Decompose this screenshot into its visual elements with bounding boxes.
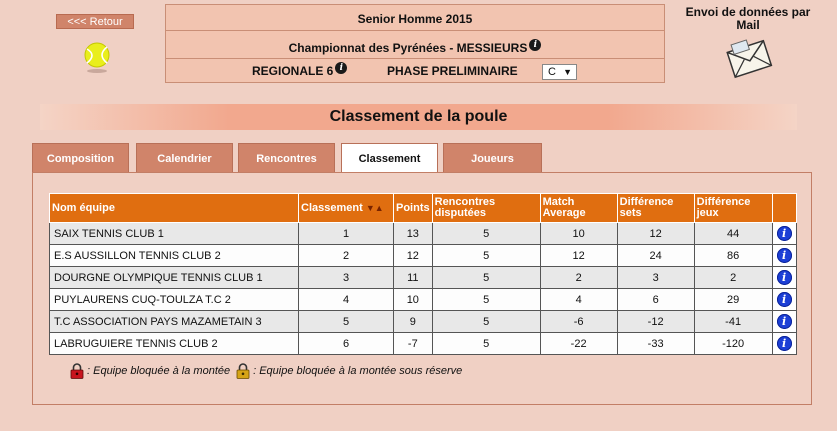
team-match-average: 10 xyxy=(540,223,617,245)
team-match-average: 12 xyxy=(540,245,617,267)
team-match-average: -6 xyxy=(540,311,617,333)
gold-lock-icon xyxy=(236,363,250,379)
championship-title xyxy=(166,32,664,59)
team-match-average: 2 xyxy=(540,267,617,289)
team-sets-diff: 12 xyxy=(617,223,694,245)
team-match-average: 4 xyxy=(540,289,617,311)
team-info-cell xyxy=(772,223,796,245)
team-name: LABRUGUIERE TENNIS CLUB 2 xyxy=(50,333,299,355)
team-info-cell xyxy=(772,289,796,311)
team-played: 5 xyxy=(432,245,540,267)
table-row xyxy=(50,311,797,333)
team-points: 13 xyxy=(394,223,433,245)
section-title: Classement de la poule xyxy=(40,104,797,130)
legend xyxy=(70,363,462,379)
team-played: 5 xyxy=(432,333,540,355)
col-rank-header[interactable]: Classement ▼▲ xyxy=(299,194,394,223)
col-points-header: Points xyxy=(394,194,433,223)
col-info-header xyxy=(772,194,796,223)
championship-label: Championnat des Pyrénées - MESSIEURS xyxy=(288,41,528,55)
division-info-icon[interactable]: i xyxy=(335,62,347,74)
team-games-diff: 44 xyxy=(694,223,772,245)
team-played: 5 xyxy=(432,289,540,311)
team-match-average: -22 xyxy=(540,333,617,355)
team-played: 5 xyxy=(432,267,540,289)
team-points: 10 xyxy=(394,289,433,311)
team-info-cell xyxy=(772,311,796,333)
chevron-down-icon: ▼ xyxy=(563,67,572,77)
sort-arrows-icon[interactable]: ▼▲ xyxy=(365,202,384,213)
phase-label: PHASE PRELIMINAIRE xyxy=(387,64,518,78)
col-played-header: Rencontres disputées xyxy=(432,194,540,223)
tab-classement[interactable]: Classement xyxy=(341,143,438,174)
division-label: REGIONALE 6 i xyxy=(252,60,347,83)
team-sets-diff: 24 xyxy=(617,245,694,267)
standings-panel xyxy=(32,172,812,405)
category-title: Senior Homme 2015 xyxy=(166,9,664,31)
team-info-cell xyxy=(772,333,796,355)
team-name: PUYLAURENS CUQ-TOULZA T.C 2 xyxy=(50,289,299,311)
table-row xyxy=(50,333,797,355)
info-icon[interactable]: i xyxy=(777,248,792,263)
tab-composition[interactable]: Composition xyxy=(32,143,129,173)
team-rank: 1 xyxy=(299,223,394,245)
team-points: -7 xyxy=(394,333,433,355)
standings-table xyxy=(49,193,797,355)
team-sets-diff: 3 xyxy=(617,267,694,289)
legend-locked-reserve-text: : Equipe bloquée à la montée sous réserve xyxy=(253,365,463,377)
team-info-cell xyxy=(772,245,796,267)
info-icon[interactable]: i xyxy=(777,292,792,307)
team-points: 9 xyxy=(394,311,433,333)
col-match-average-header: Match Average xyxy=(540,194,617,223)
team-name: T.C ASSOCIATION PAYS MAZAMETAIN 3 xyxy=(50,311,299,333)
mail-envelope-icon[interactable] xyxy=(724,36,774,80)
team-name: E.S AUSSILLON TENNIS CLUB 2 xyxy=(50,245,299,267)
team-games-diff: 29 xyxy=(694,289,772,311)
team-name: SAIX TENNIS CLUB 1 xyxy=(50,223,299,245)
team-rank: 4 xyxy=(299,289,394,311)
table-row xyxy=(50,267,797,289)
team-name: DOURGNE OLYMPIQUE TENNIS CLUB 1 xyxy=(50,267,299,289)
back-button[interactable]: <<< Retour xyxy=(56,14,134,29)
col-sets-diff-header: Différence sets xyxy=(617,194,694,223)
team-games-diff: -41 xyxy=(694,311,772,333)
tab-joueurs[interactable]: Joueurs xyxy=(443,143,542,173)
team-played: 5 xyxy=(432,223,540,245)
table-row xyxy=(50,245,797,267)
tab-calendrier[interactable]: Calendrier xyxy=(136,143,233,173)
team-points: 11 xyxy=(394,267,433,289)
table-row xyxy=(50,223,797,245)
team-games-diff: 2 xyxy=(694,267,772,289)
table-header-row xyxy=(50,194,797,223)
tennis-ball-icon xyxy=(83,41,111,73)
info-icon[interactable]: i xyxy=(777,270,792,285)
col-name-header: Nom équipe xyxy=(50,194,299,223)
legend-locked-text: : Equipe bloquée à la montée xyxy=(87,365,231,377)
info-icon[interactable]: i xyxy=(777,336,792,351)
info-icon[interactable]: i xyxy=(777,226,792,241)
competition-header xyxy=(165,4,665,83)
team-rank: 3 xyxy=(299,267,394,289)
red-lock-icon xyxy=(70,363,84,379)
team-rank: 2 xyxy=(299,245,394,267)
info-icon[interactable]: i xyxy=(777,314,792,329)
mail-label: Envoi de données par Mail xyxy=(685,5,811,32)
team-rank: 5 xyxy=(299,311,394,333)
championship-info-icon[interactable]: i xyxy=(529,39,541,51)
col-games-diff-header: Différence jeux xyxy=(694,194,772,223)
team-played: 5 xyxy=(432,311,540,333)
team-sets-diff: -33 xyxy=(617,333,694,355)
team-info-cell xyxy=(772,267,796,289)
team-rank: 6 xyxy=(299,333,394,355)
team-games-diff: 86 xyxy=(694,245,772,267)
team-games-diff: -120 xyxy=(694,333,772,355)
tab-rencontres[interactable]: Rencontres xyxy=(238,143,335,173)
team-sets-diff: 6 xyxy=(617,289,694,311)
team-points: 12 xyxy=(394,245,433,267)
table-row xyxy=(50,289,797,311)
division-row xyxy=(166,60,664,83)
team-sets-diff: -12 xyxy=(617,311,694,333)
phase-select[interactable]: C ▼ xyxy=(542,64,577,80)
